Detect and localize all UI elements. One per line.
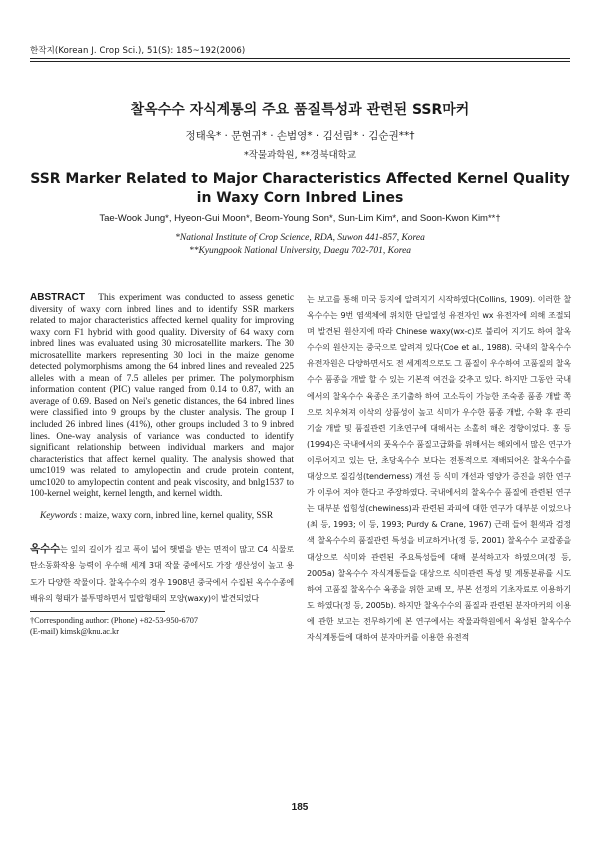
footnote <box>30 615 294 637</box>
korean-affiliation: *작물과학원, **경북대학교 <box>243 150 357 161</box>
english-authors: Tae-Wook Jung*, Hyeon-Gui Moon*, Beom-Young Son*, Sun-Lim Kim*, and Soon-Kwon Kim**† <box>99 213 501 224</box>
english-affiliation <box>0 232 600 258</box>
footnote-email: (E-mail) kimsk@knu.ac.kr <box>30 626 119 636</box>
footnote-rule <box>30 611 165 612</box>
header-rule-bottom <box>30 61 570 62</box>
keywords-text: : maize, waxy corn, inbred line, kernel quality, SSR <box>79 510 274 521</box>
header-rule-top <box>30 58 570 59</box>
abstract-heading: ABSTRACT <box>30 292 85 303</box>
keywords-label: Keywords <box>40 510 78 521</box>
right-body-paragraph: 는 보고를 통해 미국 등지에 알려지기 시작하였다(Collins, 1909). 이러한 찰옥수수는 9번 염색체에 위치한 단일열성 유전자인 wx 유전자에 의해 조절되며 발견된 원산지에 따라 Chinese waxy(wx-c)로 불리어 지기도 하여 찰옥수수의 원산지는 중국으로 알려져 있다(Coe et al., 1988). 국내의 찰옥수수 유전자원은 다양하면서도 전 세계적으로도 그 품질이 우수하여 고품질의 찰옥수수 품종을 개발 할 수 있는 기본적 여건을 갖추고 있다. 하지만 그동안 국내에서의 찰옥수수 육종은 조기출하 하여 고소득이 가능한 조숙종 품종 개발 쪽으로 치우쳐져 이삭의 상품성이 높고 식미가 우수한 품종 개발, 수확 후 관리기술 개발 및 품질관련 기초연구에 대해서는 소홀히 해온 경향이었다. 홍 등(1994)은 국내에서의 풋옥수수 품질고급화를 위해서는 해외에서 많은 연구가 이루어지고 있는 단, 초당옥수수 보다는 전통적으로 재배되어온 찰옥수수를 대상으로 질김성(tenderness) 개선 등 식미 개선과 영양가 증진을 위한 연구가 이루어 져야 한다고 주장하였다. 국내에서의 찰옥수수 품질에 관련된 연구는 대부분 씹힘성(chewiness)과 관련된 과피에 대한 연구가 대부분 이었으나(최 등, 1993; 이 등, 1993; Purdy & Crane, 1967) 근래 들어 흰색과 검정색 찰옥수수의 품질관련 특성을 비교하거나(정 등, 2001) 찰옥수수 교잡종을 대상으로 식미와 관련된 주요특성들에 대해 분석하고자 하였으며(정 등, 2005a) 찰옥수수 자식계통들을 대상으로 식미관련 특성 및 계통분류를 시도하여 고품질 찰옥수수 육종을 위한 교배 모, 부본 선정의 기초자료로 이용하기도 하였다(정 등, 2005b). 하지만 찰옥수수의 품질과 관련된 분자마커의 이용에 관한 보고는 전무하기에 본 연구에서는 작물과학원에서 육성된 찰옥수수 자식계통들에 대하여 분자마커를 이용한 유전적 <box>307 295 571 642</box>
english-affiliation-line1: *National Institute of Crop Science, RDA, Suwon 441-857, Korea <box>175 233 425 243</box>
english-title <box>0 170 600 208</box>
abstract-text: This experiment was conducted to assess genetic diversity of waxy corn inbred lines and to identify SSR markers related to major characteristics affected kernel quality for improving waxy corn F1 hybrid with good quality. Diversity of 64 waxy corn inbred lines was evaluated using 30 microsatellite markers. The 30 microsatellite markers representing 30 loci in the maize genome detected polymorphisms among the 64 inbred lines and revealed 225 alleles with a mean of 7.5 alleles per primer. The polymorphism information content (PIC) value ranged from 0.14 to 0.87, with an average of 0.69. Based on Nei's genetic distances, the 64 inbred lines were classified into 9 groups by the cluster analysis. The group I included 26 inbred lines (41%), other groups included 3 to 9 inbred lines. One-way analysis of variance was conducted to identify significant relationship between individual markers and major characteristics that affect kernel quality. The analysis showed that umc1019 was related to amylopectin and crude protein content, umc1020 to amylopectin content and peak viscosity, and bnlg1537 to 100-kernel weight, kernel length, and kernel width. <box>30 293 295 500</box>
korean-title: 찰옥수수 자식계통의 주요 품질특성과 관련된 SSR마커 <box>130 102 470 118</box>
english-title-line1: SSR Marker Related to Major Characteristics Affected Kernel Quality <box>30 171 570 187</box>
right-column <box>307 292 571 646</box>
body-lead-word: 옥수수 <box>30 543 60 556</box>
journal-header: 한작지(Korean J. Crop Sci.), 51(S): 185~192(2006) <box>30 46 246 56</box>
page-number: 185 <box>291 802 309 813</box>
left-body-text: 는 잎의 길이가 길고 폭이 넓어 햇볕을 받는 면적이 많고 C4 식물로 탄소동화작용 능력이 우수해 세계 3대 작물 중에서도 가장 생산성이 높고 용도가 다양한 작물이다. 찰옥수수의 경우 1908년 중국에서 수집된 옥수수종에 배유의 형태가 불투명하면서 밀랍형태의 모양(waxy)이 발견되었다 <box>30 545 294 603</box>
keywords <box>40 511 294 523</box>
english-title-line2: in Waxy Corn Inbred Lines <box>196 190 404 206</box>
korean-authors: 정태욱* · 문현귀* · 손범영* · 김선림* · 김순권**† <box>185 130 415 142</box>
english-affiliation-line2: **Kyungpook National University, Daegu 702-701, Korea <box>188 246 412 256</box>
left-body-paragraph <box>30 541 294 606</box>
left-column <box>30 292 294 637</box>
footnote-corresponding: †Corresponding author: (Phone) +82-53-950-6707 <box>30 615 199 625</box>
abstract <box>30 292 294 501</box>
